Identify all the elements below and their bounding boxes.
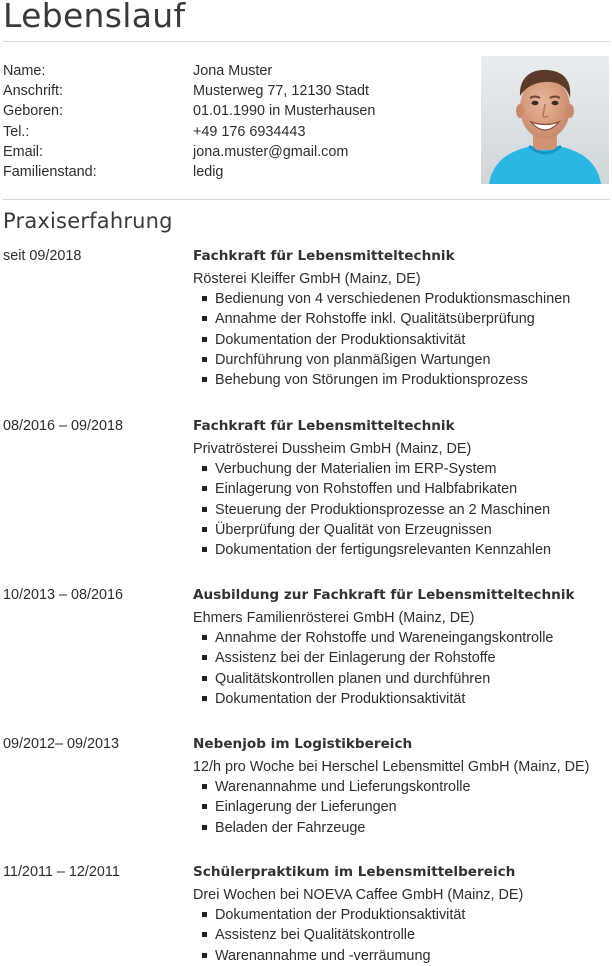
- bullet-text: Verbuchung der Materialien im ERP-System: [215, 461, 497, 478]
- bullet-icon: [202, 676, 207, 681]
- list-item: [193, 289, 608, 309]
- entry-details: [193, 862, 608, 966]
- bullet-text: Durchführung von planmäßigen Wartungen: [215, 351, 491, 368]
- list-item: [193, 628, 608, 648]
- personal-row: [3, 101, 473, 121]
- divider: [3, 41, 610, 42]
- bullet-text: Einlagerung der Lieferungen: [215, 799, 397, 816]
- entry-details: [193, 585, 608, 709]
- bullet-icon: [202, 784, 207, 789]
- divider: [3, 199, 610, 200]
- bullet-text: Qualitätskontrollen planen und durchführen: [215, 670, 491, 687]
- personal-row: [3, 61, 473, 81]
- entry-period: seit 09/2018: [3, 248, 82, 264]
- list-item: [193, 370, 608, 390]
- profile-photo: [481, 56, 609, 184]
- list-item: [193, 500, 608, 520]
- personal-info: [3, 61, 473, 182]
- section-title: Praxiserfahrung: [3, 209, 173, 233]
- bullet-icon: [202, 466, 207, 471]
- bullet-icon: [202, 547, 207, 552]
- personal-row: [3, 162, 473, 182]
- entry-bullets: [193, 777, 608, 838]
- entry-period: 09/2012– 09/2013: [3, 736, 120, 752]
- entry-company: Rösterei Kleiffer GmbH (Mainz, DE): [193, 271, 421, 287]
- bullet-icon: [202, 507, 207, 512]
- bullet-text: Warenannahme und Lieferungskontrolle: [215, 779, 471, 796]
- entry-details: [193, 416, 608, 560]
- bullet-text: Assistenz bei der Einlagerung der Rohstoffe: [215, 650, 496, 667]
- bullet-icon: [202, 486, 207, 491]
- entry-company: Ehmers Familienrösterei GmbH (Mainz, DE): [193, 610, 475, 626]
- bullet-text: Dokumentation der Produktionsaktivität: [215, 331, 466, 348]
- page-title: Lebenslauf: [3, 0, 186, 35]
- bullet-icon: [202, 804, 207, 809]
- bullet-icon: [202, 316, 207, 321]
- bullet-icon: [202, 655, 207, 660]
- personal-row: [3, 122, 473, 142]
- entry-bullets: [193, 289, 608, 390]
- personal-row: [3, 142, 473, 162]
- personal-label: Anschrift:: [3, 83, 63, 100]
- list-item: [193, 330, 608, 350]
- list-item: [193, 479, 608, 499]
- bullet-text: Assistenz bei Qualitätskontrolle: [215, 927, 415, 944]
- entry-title: Ausbildung zur Fachkraft für Lebensmitteltechnik: [193, 587, 575, 603]
- bullet-icon: [202, 337, 207, 342]
- list-item: [193, 818, 608, 838]
- bullet-icon: [202, 635, 207, 640]
- list-item: [193, 540, 608, 560]
- list-item: [193, 797, 608, 817]
- list-item: [193, 905, 608, 925]
- entry-company: Privatrösterei Dussheim GmbH (Mainz, DE): [193, 441, 472, 457]
- entry-title: Fachkraft für Lebensmitteltechnik: [193, 418, 455, 434]
- entry-bullets: [193, 905, 608, 966]
- bullet-icon: [202, 953, 207, 958]
- bullet-icon: [202, 912, 207, 917]
- bullet-icon: [202, 377, 207, 382]
- bullet-icon: [202, 696, 207, 701]
- bullet-text: Steuerung der Produktionsprozesse an 2 Maschinen: [215, 501, 551, 518]
- list-item: [193, 459, 608, 479]
- personal-label: Tel.:: [3, 123, 30, 140]
- entry-bullets: [193, 459, 608, 560]
- bullet-text: Überprüfung der Qualität von Erzeugnissen: [215, 521, 492, 538]
- list-item: [193, 946, 608, 966]
- personal-value: 01.01.1990 in Musterhausen: [193, 103, 376, 120]
- entry-period: 08/2016 – 09/2018: [3, 418, 124, 434]
- bullet-text: Annahme der Rohstoffe inkl. Qualitätsüberprüfung: [215, 311, 535, 328]
- bullet-text: Beladen der Fahrzeuge: [215, 819, 366, 836]
- bullet-text: Annahme der Rohstoffe und Wareneingangskontrolle: [215, 630, 554, 647]
- bullet-icon: [202, 932, 207, 937]
- entry-period: 11/2011 – 12/2011: [3, 864, 120, 880]
- list-item: [193, 648, 608, 668]
- bullet-text: Bedienung von 4 verschiedenen Produktionsmaschinen: [215, 291, 571, 308]
- list-item: [193, 350, 608, 370]
- bullet-text: Behebung von Störungen im Produktionsprozess: [215, 371, 528, 388]
- list-item: [193, 689, 608, 709]
- list-item: [193, 777, 608, 797]
- bullet-text: Dokumentation der Produktionsaktivität: [215, 907, 466, 924]
- entry-details: [193, 246, 608, 390]
- personal-value: Musterweg 77, 12130 Stadt: [193, 83, 369, 100]
- personal-value: Jona Muster: [193, 63, 273, 79]
- list-item: [193, 669, 608, 689]
- personal-label: Geboren:: [3, 103, 64, 120]
- personal-label: Name:: [3, 63, 46, 79]
- entry-title: Fachkraft für Lebensmitteltechnik: [193, 248, 455, 264]
- bullet-text: Warenannahme und -verräumung: [215, 947, 431, 964]
- bullet-text: Dokumentation der fertigungsrelevanten Kennzahlen: [215, 541, 552, 558]
- bullet-text: Dokumentation der Produktionsaktivität: [215, 690, 466, 707]
- entry-period: 10/2013 – 08/2016: [3, 587, 124, 603]
- bullet-icon: [202, 527, 207, 532]
- bullet-text: Einlagerung von Rohstoffen und Halbfabrikaten: [215, 481, 518, 498]
- personal-value: ledig: [193, 163, 224, 180]
- portrait-illustration: [481, 56, 609, 184]
- personal-value: +49 176 6934443: [193, 123, 306, 140]
- entry-title: Nebenjob im Logistikbereich: [193, 736, 413, 752]
- personal-row: [3, 81, 473, 101]
- personal-value: jona.muster@gmail.com: [193, 143, 349, 160]
- list-item: [193, 925, 608, 945]
- list-item: [193, 309, 608, 329]
- bullet-icon: [202, 357, 207, 362]
- bullet-icon: [202, 296, 207, 301]
- bullet-icon: [202, 825, 207, 830]
- entry-company: Drei Wochen bei NOEVA Caffee GmbH (Mainz, DE): [193, 887, 524, 903]
- entry-company: 12/h pro Woche bei Herschel Lebensmittel GmbH (Mainz, DE): [193, 759, 590, 775]
- entry-details: [193, 734, 608, 838]
- entry-bullets: [193, 628, 608, 709]
- personal-label: Email:: [3, 143, 43, 160]
- personal-label: Familienstand:: [3, 163, 97, 180]
- list-item: [193, 520, 608, 540]
- entry-title: Schülerpraktikum im Lebensmittelbereich: [193, 864, 516, 880]
